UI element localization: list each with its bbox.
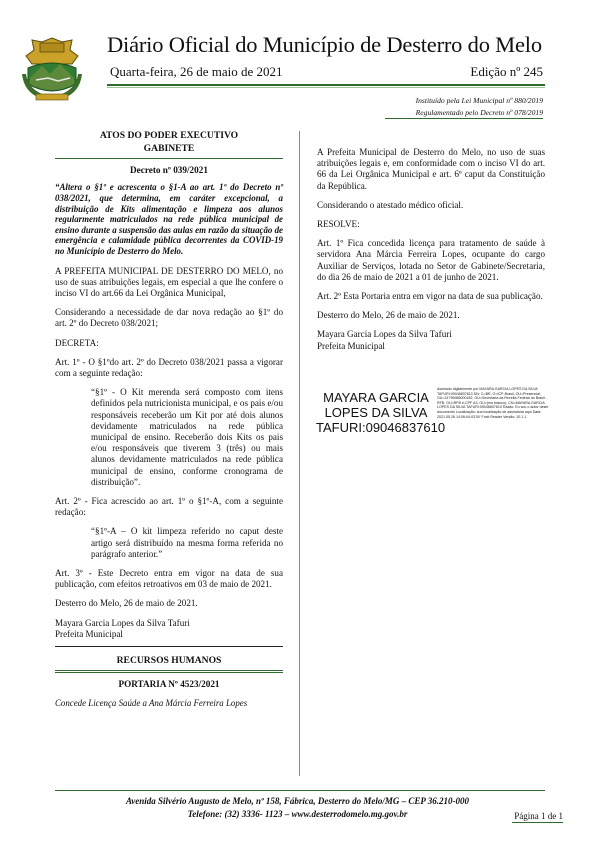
section-title: ATOS DO PODER EXECUTIVO: [99, 130, 239, 141]
signer-role: Prefeita Municipal: [317, 340, 385, 351]
portaria-paragraph: RESOLVE:: [317, 219, 360, 230]
decree-place-date: Desterro do Melo, 26 de maio de 2021.: [55, 598, 198, 609]
edition-number: Edição nº 245: [470, 64, 543, 79]
right-column: [317, 147, 545, 352]
instituted-note: Instituído pela Lei Municipal nº 880/2019: [415, 96, 543, 105]
signature-divider: [55, 646, 283, 647]
decree-article: Art. 3º - Este Decreto entra em vigor na data de sua publicação, com efeitos retroativos em 03 de maio de 2021.: [55, 568, 283, 590]
column-divider: [299, 131, 300, 776]
decree-article: Art. 1º - O §1ºdo art. 2º do Decreto 038/2021 passa a vigorar com a seguinte redação:: [55, 356, 283, 378]
digital-signature-name: [316, 390, 446, 435]
portaria-title: PORTARIA Nº 4523/2021: [118, 678, 220, 689]
subsection-title: GABINETE: [143, 142, 195, 154]
portaria-paragraph: Considerando o atestado médico oficial.: [317, 199, 464, 210]
publication-date: Quarta-feira, 26 de maio de 2021: [110, 64, 283, 79]
digital-signature-details: Assinado digitalmente por MAYARA GARCIA LOPES DA SILVA TAFURI:09046837610 DN: C=BR, O=ICP-Brasil, OU=Presencial, OU=31796985000182, OU=Secretaria da Receita Federal do Brasil - RFB, OU=RFB e-CPF A3, OU=(em branco), CN=MAYARA GARCIA LOPES DA SILVA TAFURI:09046837610 Razão: Eu sou o autor deste documento Localização: sua localização de assinatura aqui Data: 2021.05.26 14:06:04-03'00' Foxit Reader Versão: 10.1.1: [437, 387, 549, 419]
regulated-note-underline: [385, 118, 543, 119]
signer-name: Mayara Garcia Lopes da Silva Tafuri: [317, 329, 452, 340]
decree-quote: “§1º-A – O kit limpeza referido no caput deste artigo será distribuído na mesma forma referida no parágrafo anterior.”: [91, 526, 283, 559]
decree-paragraph: A PREFEITA MUNICIPAL DE DESTERRO DO MELO, no uso de suas atribuições legais, em especial a que lhe confere o inciso VI do art.66 da Lei Orgânica Municipal,: [55, 265, 283, 298]
footer-contact: Telefone: (32) 3336- 1123 – www.desterrodomelo.mg.gov.br: [187, 809, 408, 819]
footer-divider: [55, 790, 545, 791]
header-divider-light: [107, 87, 545, 88]
portaria-place-date: Desterro do Melo, 26 de maio de 2021.: [317, 310, 460, 321]
header-divider: [107, 84, 545, 86]
signature-line-1: MAYARA GARCIA: [323, 390, 429, 405]
section-title-hr: RECURSOS HUMANOS: [116, 655, 222, 667]
portaria-ementa: Concede Licença Saúde a Ana Márcia Ferreira Lopes: [55, 697, 248, 708]
portaria-paragraph: A Prefeita Municipal de Desterro do Melo, no uso de suas atribuições legais e, em conformidade com o inciso VI do art. 66 da Lei Orgânica Municipal e art. 6º caput da Constituição da República.: [317, 147, 545, 191]
section-divider: [55, 670, 283, 671]
left-column: [55, 130, 283, 717]
decree-article: Art. 2º - Fica acrescido ao art. 1º o §1º-A, com a seguinte redação:: [55, 496, 283, 518]
signer-role: Prefeita Municipal: [55, 628, 123, 639]
regulated-note: Regulamentado pelo Decreto nº 078/2019: [415, 108, 543, 117]
page-number-underline: [512, 822, 563, 823]
decree-paragraph: Considerando a necessidade de dar nova redação ao §1º do art. 2º do Decreto 038/2021;: [55, 307, 283, 329]
page-number: Página 1 de 1: [514, 811, 563, 821]
signature-line-2: LOPES DA SILVA: [324, 405, 428, 420]
municipal-crest-icon: [18, 34, 86, 102]
decree-paragraph: DECRETA:: [55, 337, 99, 348]
signature-line-3: TAFURI:09046837610: [316, 420, 446, 435]
decree-title: Decreto nº 039/2021: [130, 165, 208, 176]
signer-name: Mayara Garcia Lopes da Silva Tafuri: [55, 617, 190, 628]
footer-address: Avenida Silvério Augusto de Melo, nº 158, Fábrica, Desterro do Melo/MG – CEP 36.210-000: [125, 796, 470, 806]
decree-ementa: “Altera o §1º e acrescenta o §1-A ao art. 1º do Decreto nº 038/2021, que determina, em caráter excepcional, a distribuição de Kits alimentação e limpeza aos alunos regularmente matriculados na rede pública municipal de ensino durante a suspensão das aulas em razão da situação de emergência e calamidade pública decorrentes da COVID-19 no Município de Desterro do Melo.: [55, 182, 283, 256]
page-title: Diário Oficial do Município de Desterro do Melo: [107, 32, 542, 57]
decree-quote: “§1º - O Kit merenda será composto com itens definidos pela nutricionista municipal, e os pais e/ou responsáveis receberão um Kit por até dois alunos devidamente matriculados na rede pública municipal de ensino. Receberão dois Kits os pais e/ou responsáveis que tiverem 3 (três) ou mais alunos devidamente matriculados na rede pública municipal de ensino, conforme cronograma de distribuição”.: [91, 387, 283, 487]
subsection-divider: [55, 158, 283, 159]
portaria-article: Art. 2º Esta Portaria entra em vigor na data de sua publicação.: [317, 291, 543, 302]
section-divider: [55, 672, 283, 673]
portaria-article: Art. 1º Fica concedida licença para tratamento de saúde à servidora Ana Márcia Ferreira Lopes, ocupante do cargo Auxiliar de Serviços, lotada no Setor de Gabinete/Secretaria, do dia 26 de maio de 2021 a 01 de junho de 2021.: [317, 238, 545, 282]
